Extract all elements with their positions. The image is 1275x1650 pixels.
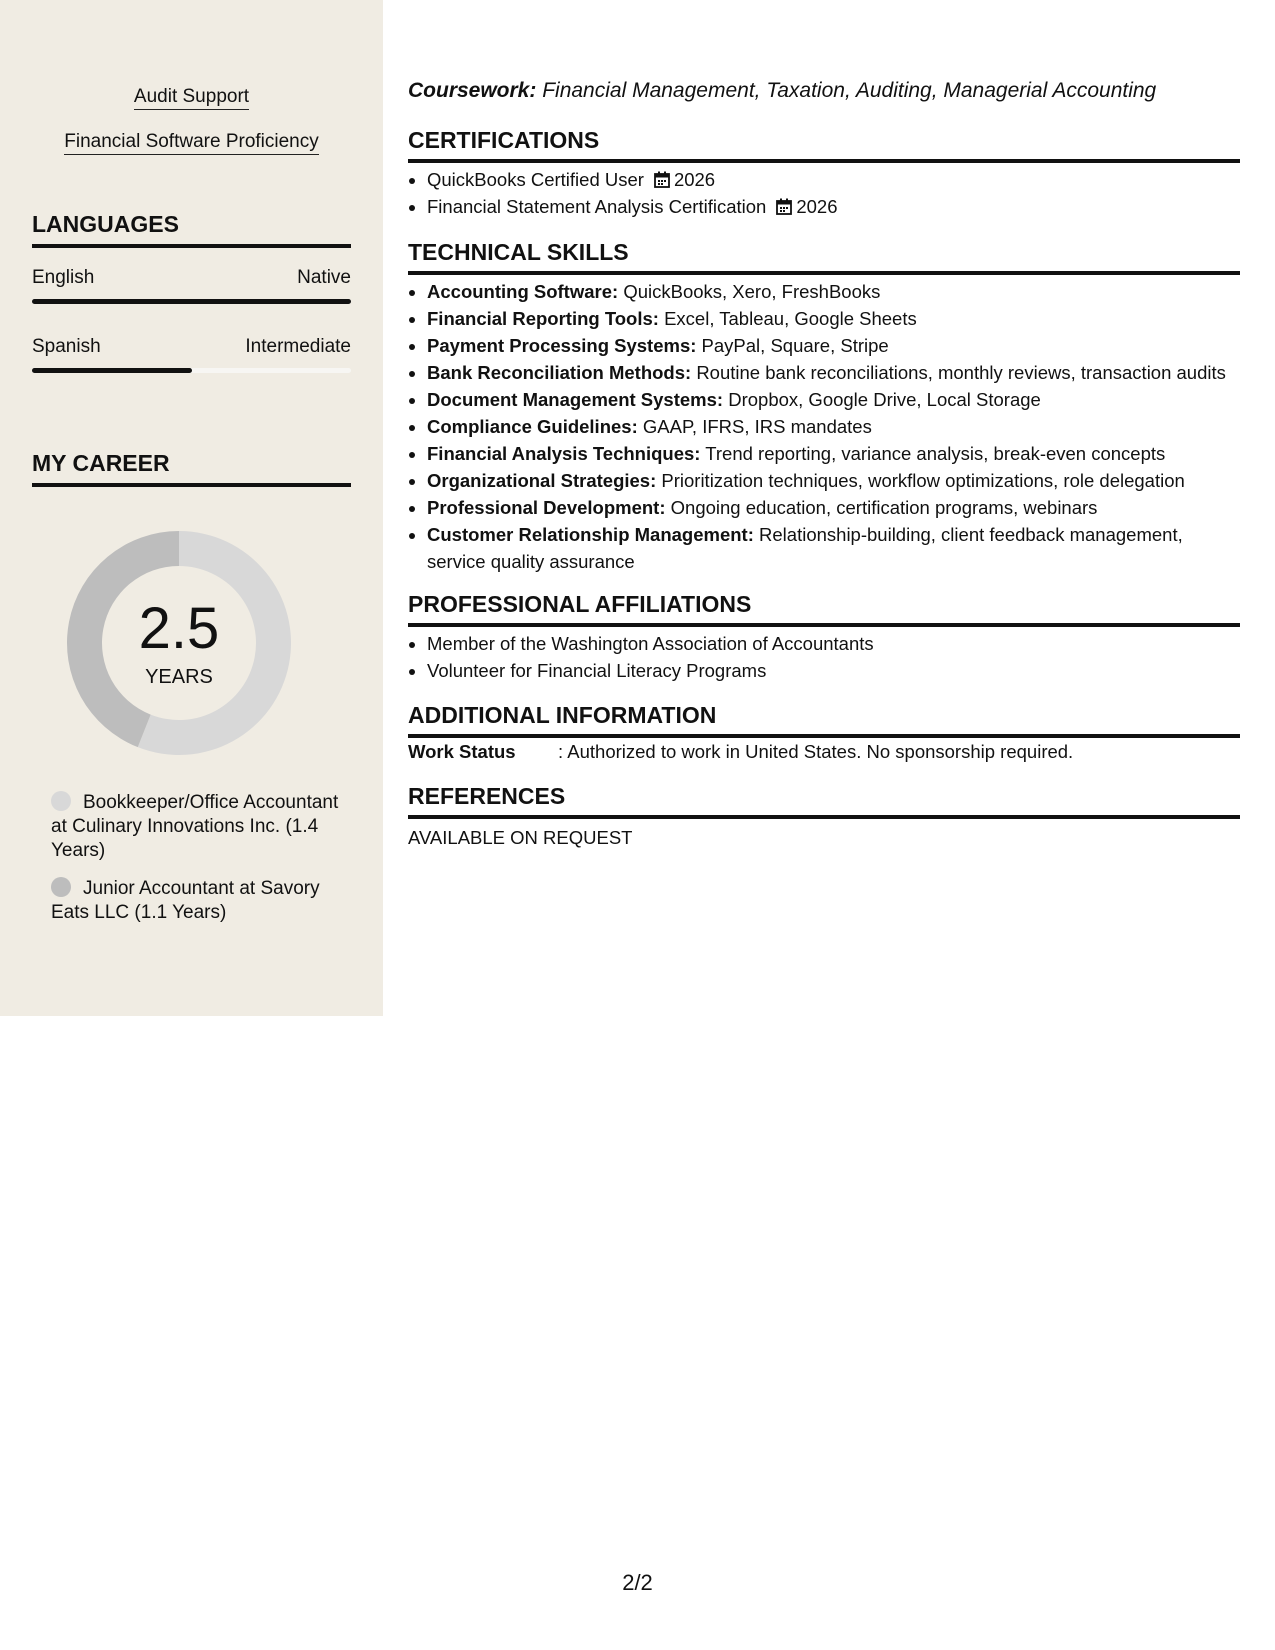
skill-details: Routine bank reconciliations, monthly reviews, transaction audits [696, 362, 1226, 383]
sidebar [0, 0, 383, 1016]
calendar-icon [776, 198, 792, 215]
technical-skill-item [427, 386, 1240, 413]
language-name: English [32, 267, 95, 288]
career-total-years: 2.5 [138, 596, 220, 661]
skill-category: Financial Analysis Techniques: [427, 443, 701, 464]
additional-info-heading: ADDITIONAL INFORMATION [408, 702, 1240, 738]
language-proficiency-fill [32, 368, 192, 373]
skill-details: GAAP, IFRS, IRS mandates [642, 416, 872, 437]
career-legend-item [51, 791, 341, 863]
coursework-line [408, 79, 1156, 103]
language-level: Native [297, 267, 351, 288]
references-text: AVAILABLE ON REQUEST [408, 827, 633, 848]
career-total-unit: YEARS [145, 666, 213, 688]
skill-tag [0, 86, 383, 108]
skill-category: Organizational Strategies: [427, 470, 657, 491]
work-status-row [408, 741, 1073, 763]
skill-category: Compliance Guidelines: [427, 416, 638, 437]
affiliation-item: • Member of the Washington Association of Accountants [427, 630, 874, 657]
skill-category: Document Management Systems: [427, 389, 724, 410]
certification-item [427, 166, 837, 193]
work-status-text: : Authorized to work in United States. No sponsorship required. [558, 741, 1074, 762]
skill-details: Trend reporting, variance analysis, break-even concepts [705, 443, 1166, 464]
coursework-label: Coursework: [408, 79, 537, 102]
language-row [32, 267, 351, 289]
skill-details: Ongoing education, certification programs, webinars [670, 497, 1098, 518]
skill-tag [0, 131, 383, 153]
legend-dot [51, 791, 71, 811]
skill-details: PayPal, Square, Stripe [701, 335, 889, 356]
skill-category: Customer Relationship Management: [427, 524, 754, 545]
technical-skill-item [427, 494, 1240, 521]
skill-tag-label: Audit Support [134, 86, 249, 110]
certification-name: Financial Statement Analysis Certification [427, 196, 767, 217]
certification-year: 2026 [673, 169, 716, 190]
references-heading: REFERENCES [408, 783, 1240, 819]
technical-skills-heading: TECHNICAL SKILLS [408, 239, 1240, 275]
technical-skill-item [427, 332, 1240, 359]
certifications-heading: CERTIFICATIONS [408, 127, 1240, 163]
languages-heading: LANGUAGES [32, 211, 351, 248]
skill-details: Relationship-building, client feedback management, service quality assurance [427, 524, 1183, 572]
affiliation-item: • Volunteer for Financial Literacy Programs [427, 657, 874, 684]
technical-skill-item [427, 359, 1240, 386]
technical-skill-item [427, 467, 1240, 494]
technical-skill-item [427, 521, 1240, 575]
work-status-label: Work Status [408, 741, 516, 762]
certification-item [427, 193, 837, 220]
career-legend-label: Bookkeeper/Office Accountant at Culinary Innovations Inc. (1.4 Years) [51, 792, 339, 861]
certification-name: QuickBooks Certified User [427, 169, 644, 190]
skill-details: Excel, Tableau, Google Sheets [664, 308, 917, 329]
language-row [32, 336, 351, 358]
affiliations-heading: PROFESSIONAL AFFILIATIONS [408, 591, 1240, 627]
language-level: Intermediate [245, 336, 351, 357]
skill-category: Professional Development: [427, 497, 666, 518]
technical-skill-item [427, 278, 1240, 305]
career-heading: MY CAREER [32, 450, 351, 487]
affiliations-list [408, 630, 874, 684]
language-proficiency-bar [32, 368, 351, 373]
technical-skill-item [427, 305, 1240, 332]
skill-details: Prioritization techniques, workflow optimizations, role delegation [661, 470, 1185, 491]
skill-category: Payment Processing Systems: [427, 335, 697, 356]
language-proficiency-bar [32, 299, 351, 304]
language-proficiency-fill [32, 299, 351, 304]
technical-skill-item [427, 440, 1240, 467]
coursework-text: Financial Management, Taxation, Auditing, Managerial Accounting [542, 79, 1157, 102]
technical-skills-list [408, 278, 1240, 575]
legend-dot [51, 877, 71, 897]
skill-category: Bank Reconciliation Methods: [427, 362, 692, 383]
certifications-list [408, 166, 837, 220]
language-name: Spanish [32, 336, 101, 357]
skill-category: Financial Reporting Tools: [427, 308, 659, 329]
skill-tag-label: Financial Software Proficiency [64, 131, 319, 155]
career-legend-item [51, 877, 341, 925]
technical-skill-item [427, 413, 1240, 440]
skill-details: Dropbox, Google Drive, Local Storage [728, 389, 1041, 410]
page-number: 2/2 [622, 1570, 653, 1595]
calendar-icon [654, 171, 670, 188]
career-legend-label: Junior Accountant at Savory Eats LLC (1.1 Years) [51, 878, 320, 923]
skill-details: QuickBooks, Xero, FreshBooks [623, 281, 881, 302]
certification-year: 2026 [796, 196, 838, 217]
skill-category: Accounting Software: [427, 281, 619, 302]
